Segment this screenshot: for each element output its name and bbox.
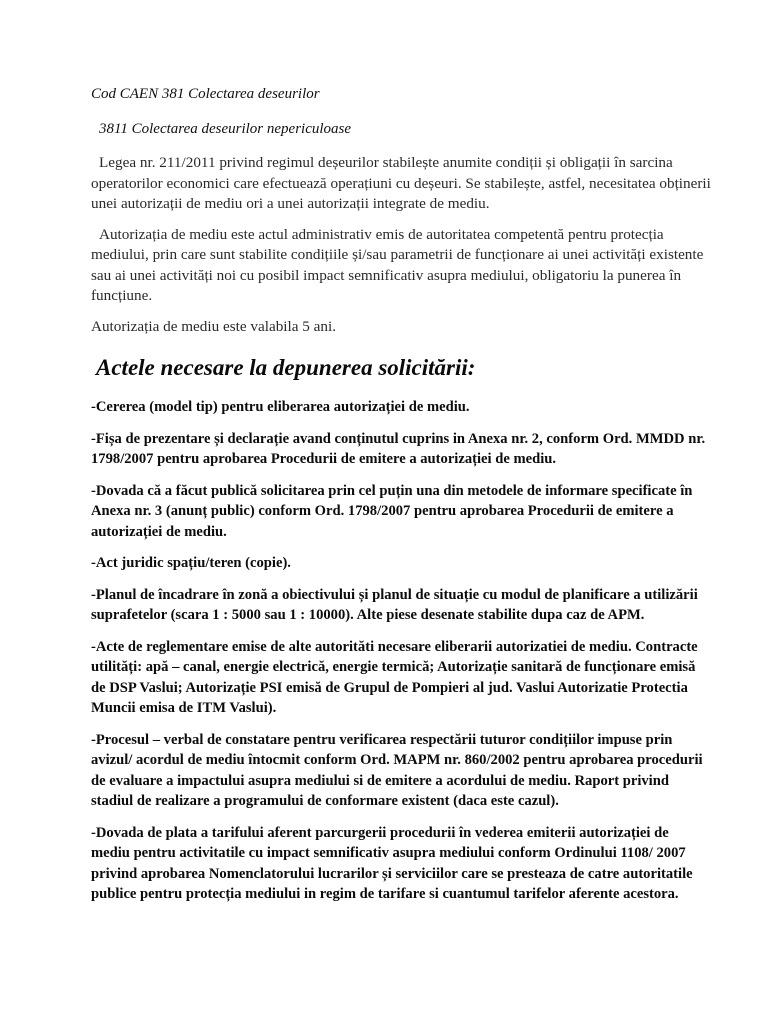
intro-paragraph-validity: Autorizația de mediu este valabila 5 ani. <box>91 317 337 335</box>
required-document-item: -Acte de reglementare emise de alte autorităti necesare eliberarii autorizatiei de mediu. Contracte utilități: apă – canal, energie electrică, energie termică; Autorizație sanitară de funcționare emisă de DSP Vaslui; Autorizație PSI emisă de Grupul de Pompieri al jud. Vaslui Autorizatie Protectia Muncii emisa de ITM Vaslui). <box>91 638 698 716</box>
intro-paragraph-law: Legea nr. 211/2011 privind regimul deșeurilor stabilește anumite condiții și obligații în sarcina operatorilor economici care efectuează operațiuni cu deșeuri. Se stabilește, astfel, necesitatea obținerii unei autorizații de mediu ori a unei autorizații integrate de mediu. <box>91 154 711 212</box>
required-document-item: -Fișa de prezentare și declarație avand conținutul cuprins in Anexa nr. 2, conform Ord. MMDD nr. 1798/2007 pentru aprobarea Procedurii de emitere a autorizației de mediu. <box>91 430 706 467</box>
intro-paragraph-definition: Autorizația de mediu este actul administrativ emis de autoritatea competentă pentru protecția mediului, prin care sunt stabilite condițiile și/sau parametrii de funcționare ai unei activități existente sau ai unei activități noi cu posibil impact semnificativ asupra mediului, obligatoriu la punerea în funcțiune. <box>91 225 704 304</box>
caen-code-line: Cod CAEN 381 Colectarea deseurilor <box>91 86 320 102</box>
required-document-item: -Act juridic spațiu/teren (copie). <box>91 555 291 571</box>
required-document-item: -Dovada că a făcut publică solicitarea prin cel puțin una din metodele de informare specificate în Anexa nr. 3 (anunț public) conform Ord. 1798/2007 pentru aprobarea Procedurii de emitere a autorizației de mediu. <box>91 482 693 540</box>
required-document-item: -Procesul – verbal de constatare pentru verificarea respectării tuturor condițiilor impuse prin avizul/ acordul de mediu întocmit conform Ord. MAPM nr. 860/2002 pentru aprobarea procedurii de evaluare a impactului asupra mediului si de emitere a acordului de mediu. Raport privind stadiul de realizare a programului de conformare existent (daca este cazul). <box>91 731 703 809</box>
section-heading: Actele necesare la depunerea solicitării: <box>96 355 476 380</box>
required-document-item: -Planul de încadrare în zonă a obiectivului și planul de situație cu modul de planificare a utilizării suprafetelor (scara 1 : 5000 sau 1 : 10000). Alte piese desenate stabilite dupa caz de APM. <box>91 586 698 623</box>
required-document-item: -Cererea (model tip) pentru eliberarea autorizației de mediu. <box>91 399 470 415</box>
document-body <box>91 84 711 916</box>
required-document-item: -Dovada de plata a tarifului aferent parcurgerii procedurii în vederea emiterii autorizației de mediu pentru activitatile cu impact semnificativ asupra mediului conform Ordinului 1108/ 2007 privind aprobarea Nomenclatorului lucrarilor și serviciilor care se presteaza de catre autoritatile publice pentru protecția mediului in regim de tarifare si cuantumul tarifelor aferente acestora. <box>91 824 693 902</box>
caen-subcode-line: 3811 Colectarea deseurilor nepericuloase <box>99 121 352 137</box>
